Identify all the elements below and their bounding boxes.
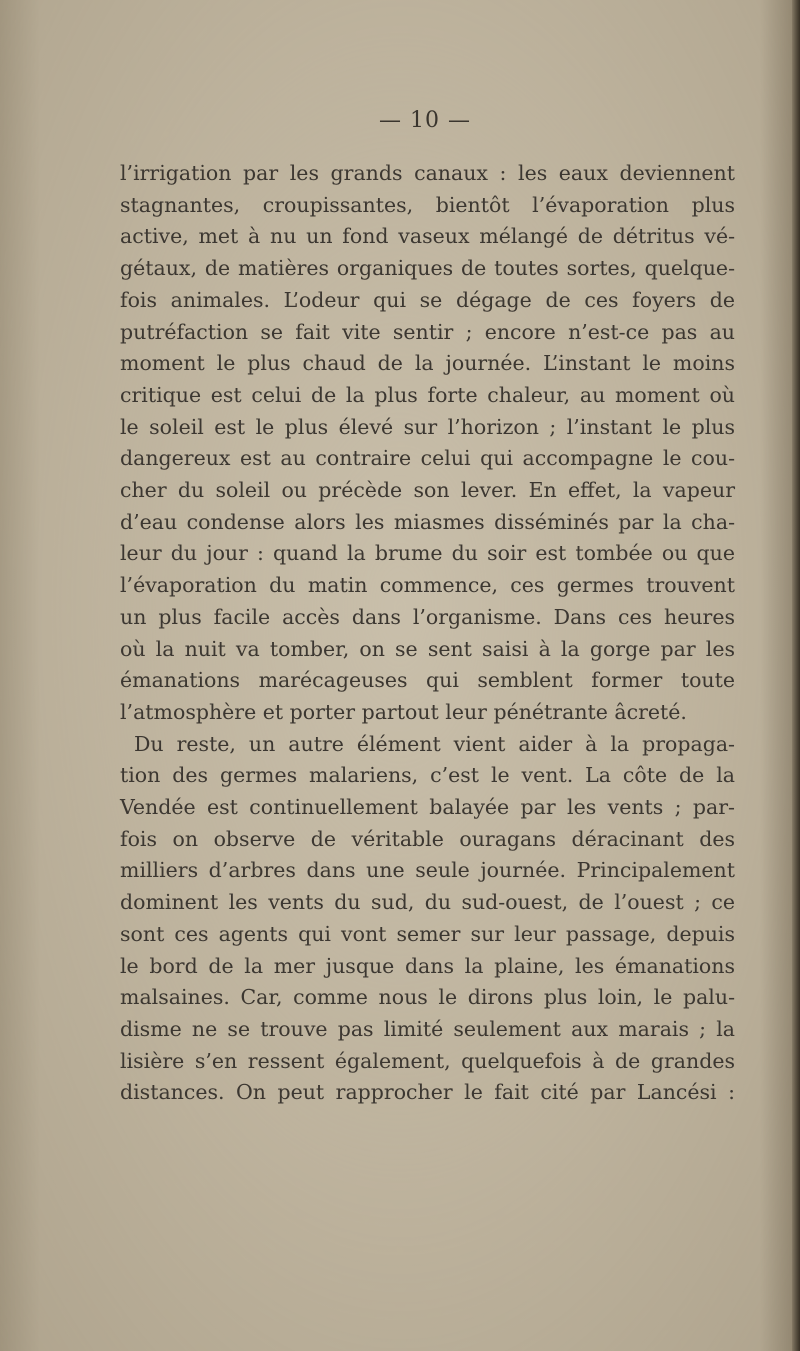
page-edge-shadow <box>792 0 800 1351</box>
text-line: moment le plus chaud de la journée. L’instant le moins <box>120 351 735 376</box>
text-line: critique est celui de la plus forte chaleur, au moment où <box>120 382 735 407</box>
text-line: sont ces agents qui vont semer sur leur passage, depuis <box>120 921 735 946</box>
text-line: milliers d’arbres dans une seule journée. Principalement <box>120 858 735 883</box>
text-line: putréfaction se fait vite sentir ; encore n’est-ce pas au <box>120 319 735 344</box>
text-line: active, met à nu un fond vaseux mélangé de détritus vé- <box>120 224 735 249</box>
text-line: l’irrigation par les grands canaux : les eaux deviennent <box>120 161 735 185</box>
text-line: lisière s’en ressent également, quelquefois à de grandes <box>120 1048 735 1073</box>
page-number: — 10 — <box>379 108 471 133</box>
text-line: malsaines. Car, comme nous le dirons plus loin, le palu- <box>120 985 735 1010</box>
text-line: Du reste, un autre élément vient aider à la propaga- <box>134 731 735 756</box>
text-line: le soleil est le plus élevé sur l’horizon ; l’instant le plus <box>120 414 735 439</box>
text-line: stagnantes, croupissantes, bientôt l’évaporation plus <box>120 192 735 217</box>
text-line: émanations marécageuses qui semblent former toute <box>120 668 735 693</box>
text-line: Vendée est continuellement balayée par les vents ; par- <box>120 795 735 820</box>
text-line: d’eau condense alors les miasmes disséminés par la cha- <box>120 509 735 534</box>
text-line: tion des germes malariens, c’est le vent. La côte de la <box>120 763 735 788</box>
text-line: cher du soleil ou précède son lever. En effet, la vapeur <box>120 478 735 503</box>
text-line: leur du jour : quand la brume du soir est tombée ou que <box>120 541 735 566</box>
text-line: gétaux, de matières organiques de toutes sortes, quelque- <box>120 256 735 281</box>
text-line: un plus facile accès dans l’organisme. Dans ces heures <box>120 604 735 629</box>
text-line: fois on observe de véritable ouragans déracinant des <box>120 826 735 851</box>
text-line: dominent les vents du sud, du sud-ouest, de l’ouest ; ce <box>120 890 735 915</box>
text-line: l’atmosphère et porter partout leur pénétrante âcreté. <box>120 699 687 724</box>
text-line: l’évaporation du matin commence, ces germes trouvent <box>120 573 735 598</box>
text-line: fois animales. L’odeur qui se dégage de ces foyers de <box>120 287 735 312</box>
text-line: où la nuit va tomber, on se sent saisi à la gorge par les <box>120 636 735 661</box>
text-line: disme ne se trouve pas limité seulement aux marais ; la <box>120 1016 735 1041</box>
body-text <box>120 158 735 1109</box>
text-line: le bord de la mer jusque dans la plaine, les émanations <box>120 953 735 978</box>
text-line: distances. On peut rapprocher le fait cité par Lancési : <box>120 1080 735 1105</box>
text-line: dangereux est au contraire celui qui accompagne le cou- <box>120 446 735 471</box>
